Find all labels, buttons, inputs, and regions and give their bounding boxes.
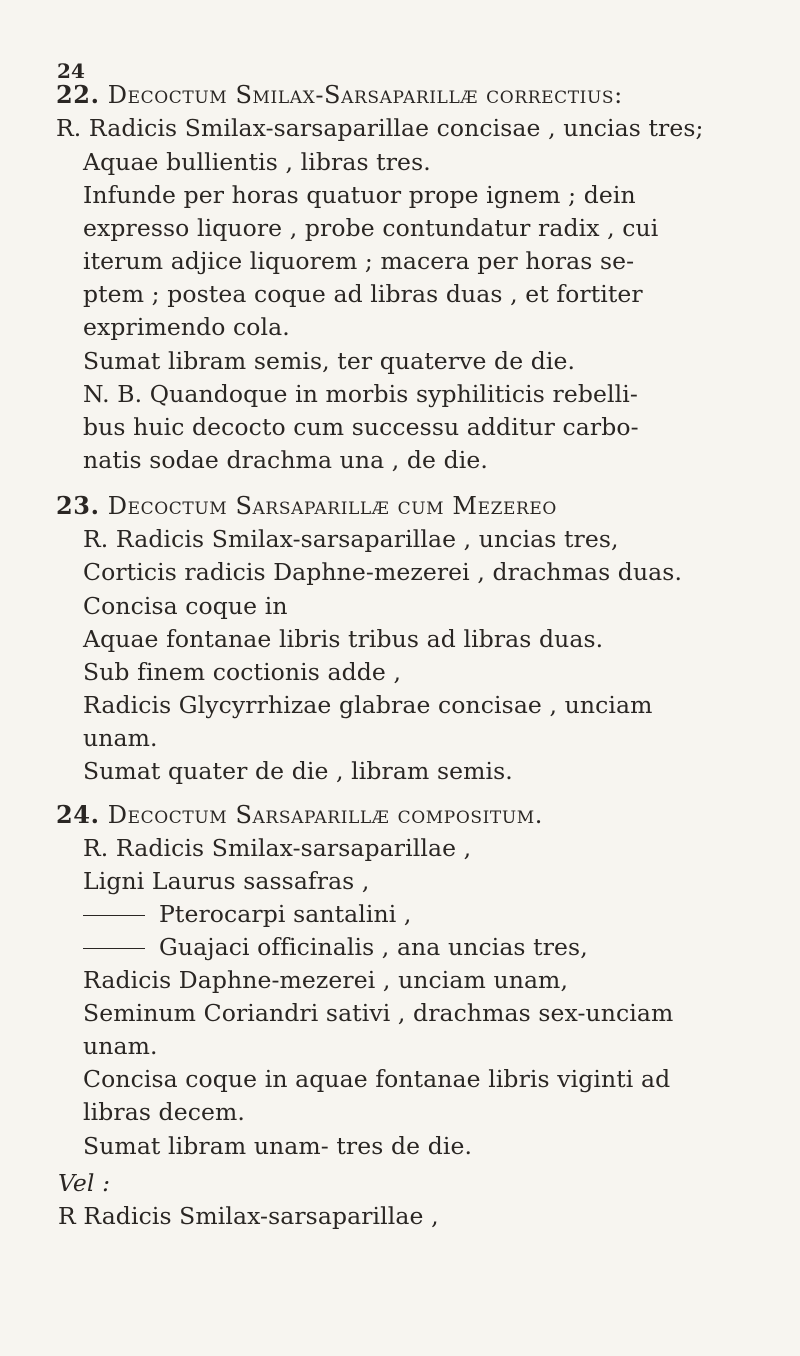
section-24-line: Seminum Coriandri sativi , drachmas sex-unciam <box>83 999 674 1027</box>
page-number: 24 <box>57 59 86 83</box>
section-22-line: iterum adjice liquorem ; macera per horas se- <box>83 247 635 275</box>
section-22-line: Aquae bullientis , libras tres. <box>83 148 431 176</box>
section-24-line: unam. <box>83 1032 158 1060</box>
section-24-line: Radicis Daphne-mezerei , unciam unam, <box>83 966 569 994</box>
section-22-line: expresso liquore , probe contundatur radix , cui <box>83 214 659 242</box>
section-23-line: Sumat quater de die , libram semis. <box>83 757 513 785</box>
section-24-line: Sumat libram unam- tres de die. <box>83 1132 473 1160</box>
section-24-line-text: Guajaci officinalis , ana uncias tres, <box>159 933 588 961</box>
section-23-line: Concisa coque in <box>83 592 288 620</box>
section-22-line: natis sodae drachma una , de die. <box>83 446 488 474</box>
section-24-line: R Radicis Smilax-sarsaparillae , <box>58 1202 439 1230</box>
section-24-number: 24. <box>56 800 100 829</box>
section-23-number: 23. <box>56 491 100 520</box>
section-22-line: bus huic decocto cum successu additur carbo- <box>83 413 639 441</box>
section-22-title: Decoctum Smilax-Sarsaparillæ correctius: <box>107 81 623 109</box>
section-22-line: Sumat libram semis, ter quaterve de die. <box>83 347 576 375</box>
section-24-line <box>83 932 588 962</box>
section-23-line: R. Radicis Smilax-sarsaparillae , uncias tres, <box>83 525 619 553</box>
section-24-line: R. Radicis Smilax-sarsaparillae , <box>83 834 472 862</box>
section-22-number: 22. <box>56 80 100 109</box>
section-23-title: Decoctum Sarsaparillæ cum Mezereo <box>107 492 557 520</box>
section-22-line: R. Radicis Smilax-sarsaparillae concisae , uncias tres; <box>56 114 704 142</box>
section-24-title: Decoctum Sarsaparillæ compositum. <box>107 801 544 829</box>
section-22-line: N. B. Quandoque in morbis syphiliticis rebelli- <box>83 380 638 408</box>
section-22-line: exprimendo cola. <box>83 313 290 341</box>
section-24-line: libras decem. <box>83 1098 245 1126</box>
section-23-line: Radicis Glycyrrhizae glabrae concisae , unciam <box>83 691 653 719</box>
section-23-line: Sub finem coctionis adde , <box>83 658 402 686</box>
section-22-line: ptem ; postea coque ad libras duas , et fortiter <box>83 280 643 308</box>
section-24-line: Concisa coque in aquae fontanae libris viginti ad <box>83 1065 671 1093</box>
section-22-line: Infunde per horas quatuor prope ignem ; dein <box>83 181 636 209</box>
section-24-line: Ligni Laurus sassafras , <box>83 867 370 895</box>
section-23-line: unam. <box>83 724 158 752</box>
ditto-dash <box>83 915 145 917</box>
section-24-heading <box>56 800 543 830</box>
section-22-heading <box>56 80 623 110</box>
section-24-vel: Vel : <box>58 1169 111 1197</box>
section-23-line: Corticis radicis Daphne-mezerei , drachmas duas. <box>83 558 683 586</box>
section-24-line-text: Pterocarpi santalini , <box>159 900 412 928</box>
section-23-heading <box>56 491 557 521</box>
section-23-line: Aquae fontanae libris tribus ad libras duas. <box>83 625 604 653</box>
ditto-dash <box>83 948 145 950</box>
section-24-line <box>83 899 411 929</box>
